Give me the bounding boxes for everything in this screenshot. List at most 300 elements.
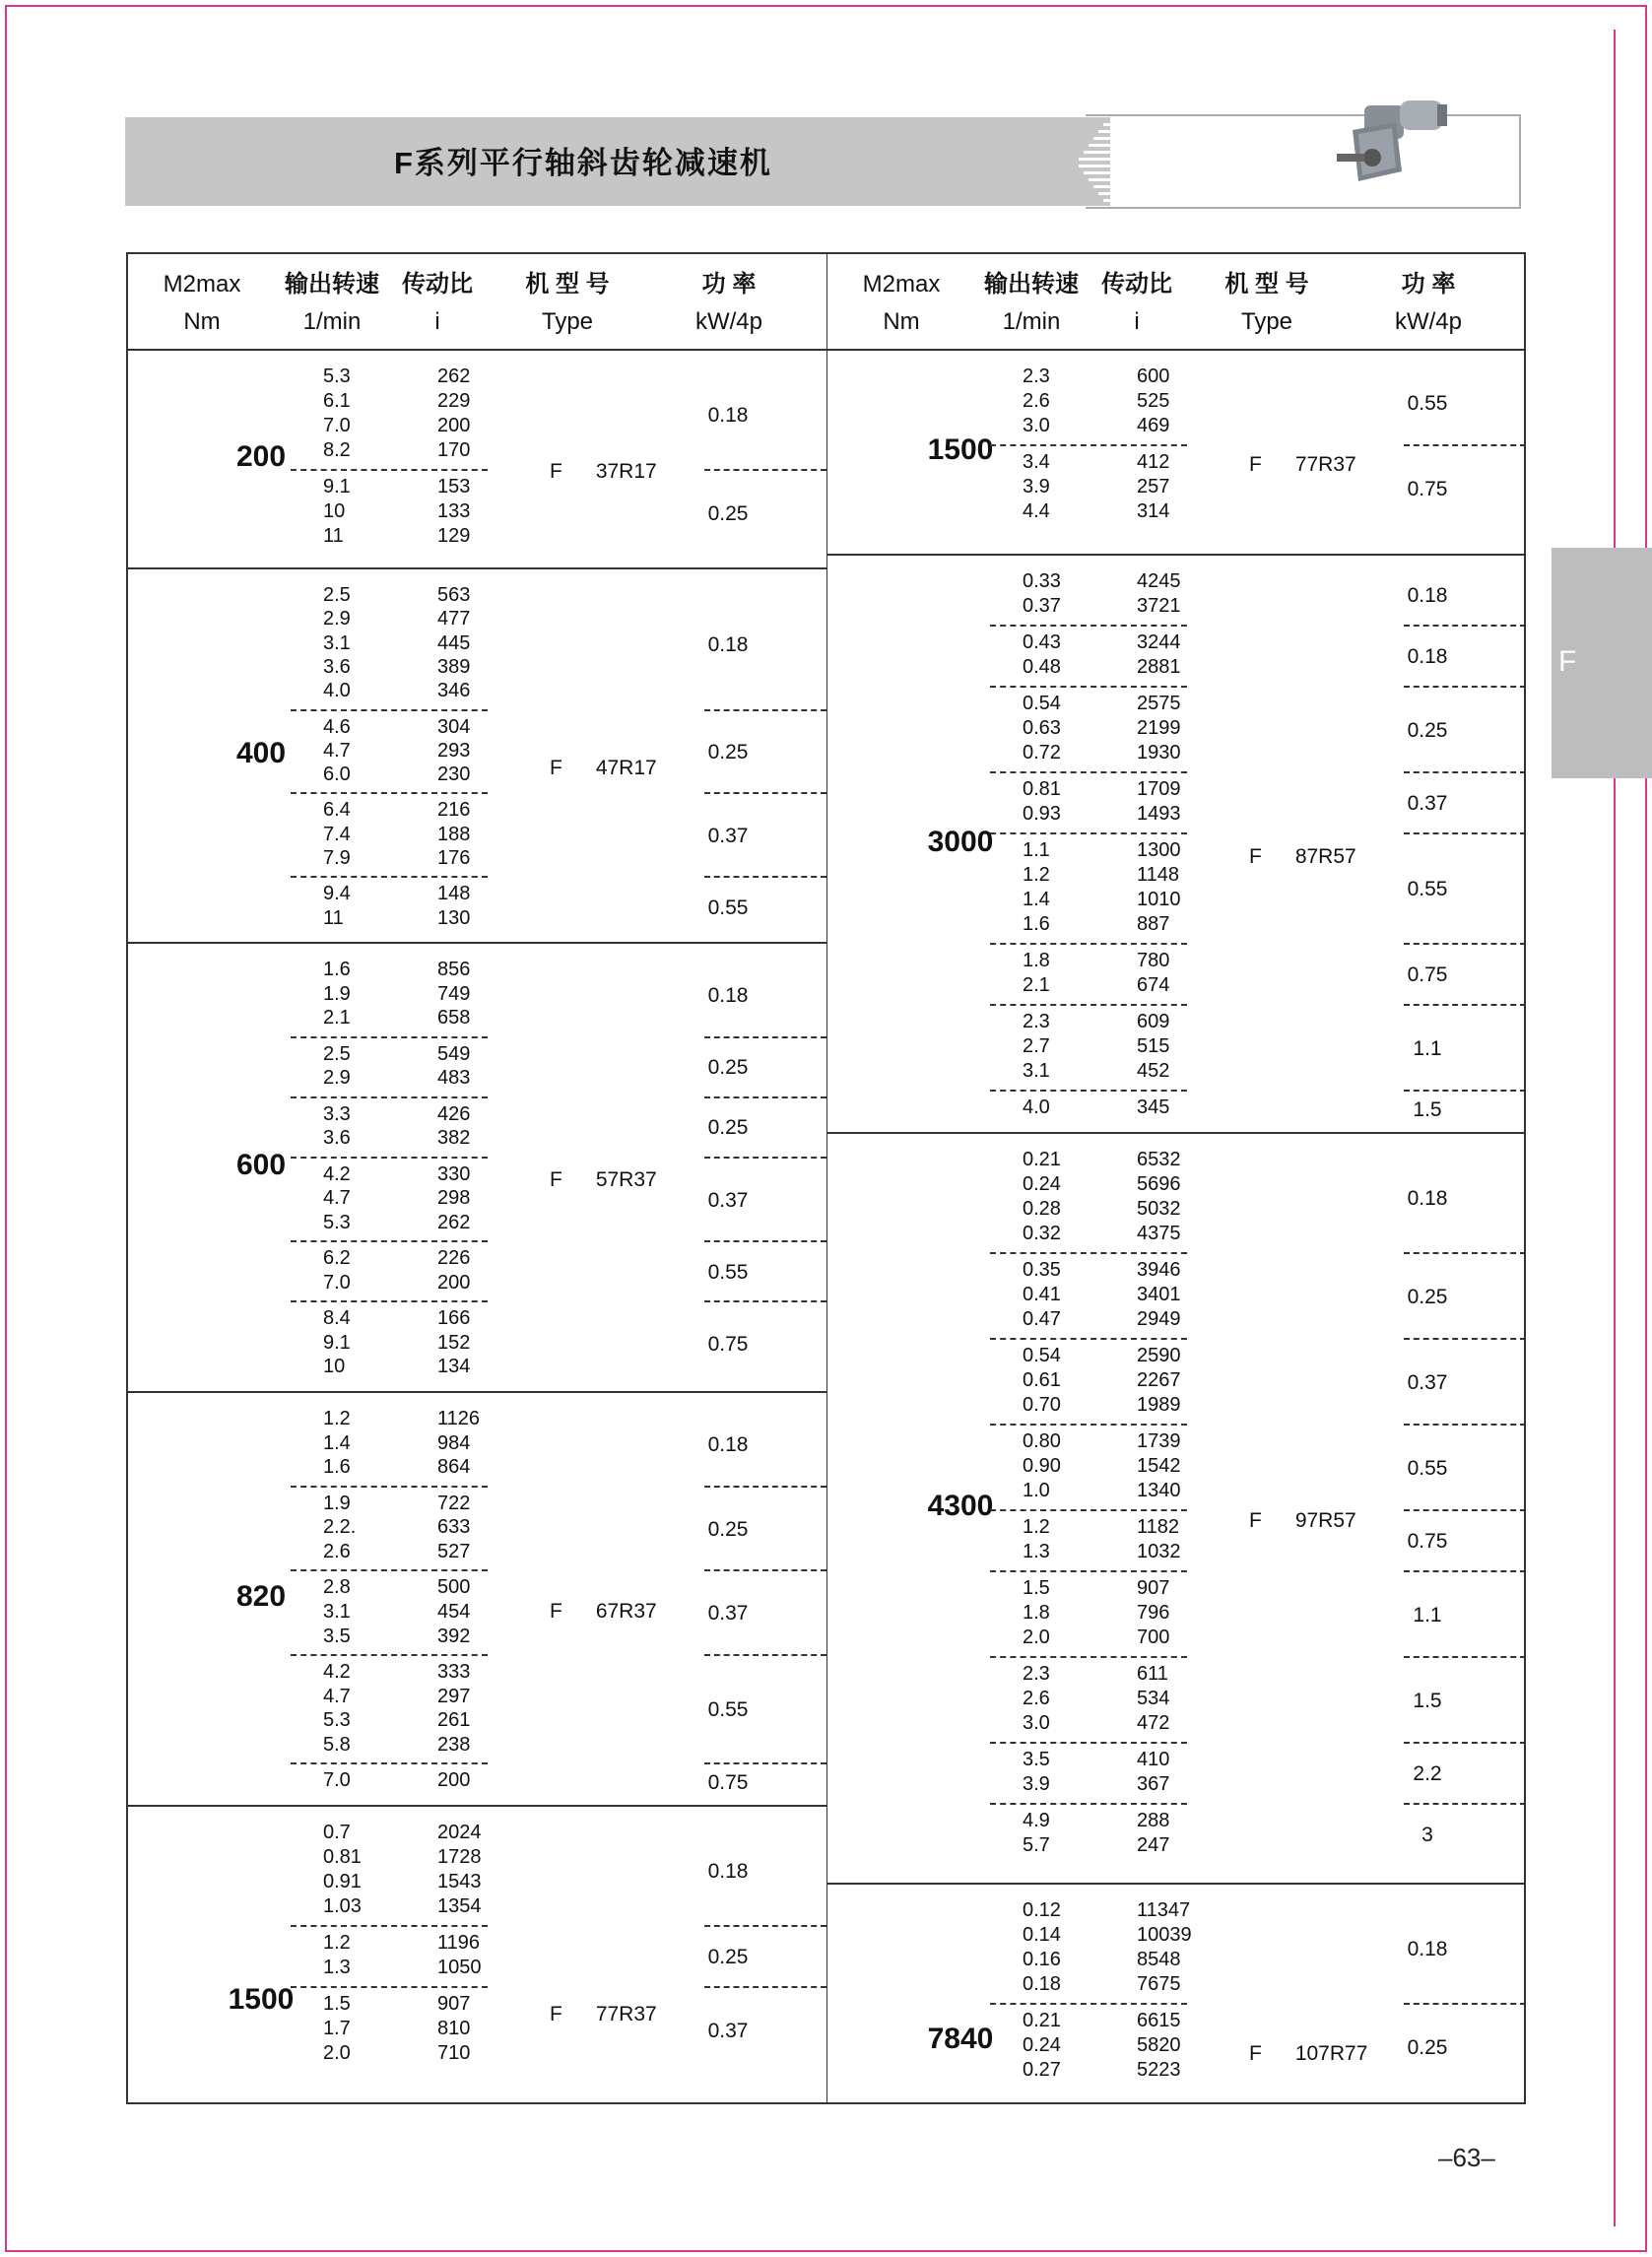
- motor-power: 0.25: [707, 1517, 749, 1541]
- output-speed: 0.21: [1023, 1149, 1061, 1170]
- output-speed: 6.1: [323, 390, 351, 412]
- banner-stripe: [1093, 137, 1251, 140]
- gear-ratio: 188: [437, 823, 471, 845]
- model-type: [1249, 1509, 1356, 1533]
- output-speed: 2.7: [1023, 1035, 1050, 1057]
- gear-ratio: 710: [437, 2042, 471, 2064]
- max-torque-value: 3000: [927, 825, 994, 858]
- output-speed: 0.91: [323, 1871, 362, 1892]
- subgroup-divider: [704, 1569, 826, 1571]
- output-speed: 5.3: [323, 1709, 351, 1732]
- output-speed: 0.54: [1023, 693, 1061, 714]
- subgroup-divider: [291, 1986, 488, 1988]
- subgroup-divider: [704, 1300, 826, 1302]
- column-header-ratio-unit: i: [1134, 308, 1140, 335]
- motor-power: 0.55: [1407, 878, 1448, 900]
- model-type: [550, 757, 657, 780]
- table-group: [827, 556, 1524, 1134]
- subgroup-divider: [1404, 686, 1526, 688]
- gear-ratio: 11347: [1137, 1899, 1191, 1921]
- gear-ratio: 426: [437, 1102, 471, 1125]
- max-torque-value: 820: [235, 1580, 287, 1613]
- model-code: 47R17: [595, 757, 657, 779]
- subgroup-divider: [704, 1925, 826, 1927]
- output-speed: 1.8: [1023, 950, 1050, 971]
- motor-power: 0.18: [1407, 584, 1448, 607]
- output-speed: 0.27: [1023, 2059, 1061, 2081]
- output-speed: 6.0: [323, 763, 351, 786]
- motor-power: 0.37: [707, 824, 749, 847]
- gear-ratio: 230: [437, 763, 471, 786]
- model-code: 67R37: [595, 1600, 657, 1623]
- gear-ratio: 633: [437, 1516, 471, 1539]
- subgroup-divider: [990, 1090, 1187, 1092]
- motor-power: 1.1: [1413, 1036, 1442, 1060]
- gear-ratio: 345: [1137, 1096, 1170, 1118]
- column-header-ratio-label: 传动比: [402, 271, 473, 298]
- output-speed: 8.2: [323, 439, 351, 461]
- banner-stripe: [1089, 178, 1251, 181]
- output-speed: 4.7: [323, 739, 351, 762]
- subgroup-divider: [704, 1036, 826, 1038]
- output-speed: 4.7: [323, 1187, 351, 1210]
- gear-ratio: 3946: [1137, 1259, 1181, 1281]
- gear-ratio: 410: [1137, 1749, 1170, 1770]
- output-speed: 0.72: [1023, 742, 1061, 763]
- subgroup-divider: [1404, 2003, 1526, 2005]
- table-group: [827, 351, 1524, 556]
- output-speed: 4.6: [323, 715, 351, 738]
- motor-power: 0.55: [1407, 391, 1448, 415]
- max-torque-value: 7840: [927, 2022, 994, 2055]
- subgroup-divider: [1404, 1424, 1526, 1426]
- output-speed: 0.54: [1023, 1345, 1061, 1366]
- subgroup-divider: [1404, 1570, 1526, 1572]
- gear-ratio: 534: [1137, 1688, 1170, 1709]
- gear-ratio: 153: [437, 476, 471, 498]
- motor-power: 0.18: [707, 404, 749, 427]
- gear-ratio: 1010: [1137, 889, 1181, 910]
- output-speed: 4.4: [1023, 500, 1050, 522]
- output-speed: 11: [323, 906, 344, 929]
- gear-ratio: 549: [437, 1042, 471, 1065]
- output-speed: 4.9: [1023, 1810, 1050, 1831]
- subgroup-divider: [990, 771, 1187, 773]
- page-title: F系列平行轴斜齿轮减速机: [394, 146, 772, 180]
- motor-power: 0.18: [707, 632, 749, 656]
- banner-stripe: [1098, 192, 1251, 195]
- motor-power: 0.18: [1407, 1187, 1448, 1210]
- subgroup-divider: [1404, 832, 1526, 834]
- output-speed: 0.12: [1023, 1899, 1061, 1921]
- model-prefix: F: [1249, 1509, 1262, 1532]
- motor-power: 0.25: [707, 741, 749, 763]
- gear-ratio: 1340: [1137, 1480, 1181, 1501]
- banner-stripe: [1103, 123, 1251, 126]
- subgroup-divider: [1404, 943, 1526, 945]
- subgroup-divider: [291, 1486, 488, 1488]
- gear-ratio: 314: [1137, 500, 1170, 522]
- subgroup-divider: [990, 1338, 1187, 1340]
- gear-ratio: 382: [437, 1127, 471, 1150]
- column-header-speed-unit: 1/min: [1002, 308, 1061, 335]
- table-group: [128, 569, 826, 944]
- column-header-type: [469, 266, 666, 341]
- gear-ratio: 469: [1137, 415, 1170, 436]
- model-prefix: F: [1249, 2041, 1262, 2065]
- gear-ratio: 133: [437, 500, 471, 522]
- column-header-m2-label: M2max: [163, 271, 241, 298]
- output-speed: 3.1: [323, 1601, 351, 1623]
- output-speed: 0.16: [1023, 1949, 1061, 1970]
- model-code: 77R37: [595, 2003, 657, 2025]
- banner-stripe: [1093, 185, 1251, 188]
- output-speed: 5.7: [1023, 1834, 1050, 1856]
- gear-ratio: 454: [437, 1601, 471, 1623]
- output-speed: 0.48: [1023, 656, 1061, 678]
- motor-power: 0.37: [1407, 1370, 1448, 1394]
- output-speed: 9.1: [323, 1331, 351, 1354]
- banner-stripe: [1098, 130, 1251, 133]
- table-header: [827, 254, 1524, 351]
- output-speed: 4.0: [1023, 1096, 1050, 1118]
- subgroup-divider: [704, 1986, 826, 1988]
- motor-power: 0.55: [1407, 1456, 1448, 1480]
- model-code: 107R77: [1294, 2041, 1368, 2065]
- output-speed: 3.9: [1023, 1773, 1050, 1795]
- subgroup-divider: [1404, 444, 1526, 446]
- gear-ratio: 749: [437, 982, 471, 1005]
- banner-stripe: [1084, 151, 1251, 154]
- column-header-power: [1359, 266, 1497, 341]
- gear-ratio: 1050: [437, 1957, 482, 1978]
- output-speed: 9.4: [323, 883, 351, 905]
- gear-ratio: 907: [1137, 1577, 1170, 1599]
- gear-ratio: 170: [437, 439, 471, 461]
- gear-ratio: 864: [437, 1456, 471, 1479]
- model-type: [550, 1600, 657, 1624]
- subgroup-divider: [1404, 1090, 1526, 1092]
- gear-ratio: 389: [437, 655, 471, 678]
- subgroup-divider: [990, 1004, 1187, 1006]
- gear-ratio: 5223: [1137, 2059, 1181, 2081]
- gear-ratio: 2199: [1137, 717, 1181, 739]
- gear-ratio: 297: [437, 1685, 471, 1707]
- gear-ratio: 257: [1137, 476, 1170, 498]
- gear-ratio: 262: [437, 365, 471, 387]
- gear-ratio: 700: [1137, 1626, 1170, 1648]
- gear-ratio: 1739: [1137, 1430, 1181, 1452]
- output-speed: 5.8: [323, 1733, 351, 1756]
- motor-power: 0.25: [1407, 718, 1448, 742]
- output-speed: 2.6: [1023, 390, 1050, 412]
- gear-ratio: 412: [1137, 451, 1170, 473]
- output-speed: 1.2: [1023, 1516, 1050, 1538]
- output-speed: 7.0: [323, 415, 351, 436]
- gear-ratio: 367: [1137, 1773, 1170, 1795]
- output-speed: 2.2.: [323, 1516, 357, 1539]
- output-speed: 1.4: [323, 1431, 351, 1454]
- motor-power: 0.25: [1407, 1285, 1448, 1308]
- subgroup-divider: [704, 709, 826, 711]
- banner-stripe: [1079, 158, 1251, 161]
- gear-ratio: 1543: [437, 1871, 482, 1892]
- output-speed: 1.1: [1023, 839, 1050, 861]
- gear-ratio: 674: [1137, 974, 1170, 996]
- subgroup-divider: [704, 876, 826, 878]
- output-speed: 7.4: [323, 823, 351, 845]
- gear-ratio: 611: [1137, 1663, 1168, 1685]
- output-speed: 0.7: [323, 1822, 351, 1843]
- column-header-ratio-unit: i: [434, 308, 440, 335]
- column-header-power-label: 功 率: [701, 271, 757, 298]
- subgroup-divider: [291, 1157, 488, 1159]
- output-speed: 3.3: [323, 1102, 351, 1125]
- output-speed: 0.24: [1023, 2034, 1061, 2056]
- motor-power: 0.25: [707, 1946, 749, 1968]
- motor-power: 0.55: [707, 896, 749, 919]
- column-header-m2: [827, 266, 975, 341]
- output-speed: 4.7: [323, 1685, 351, 1707]
- motor-power: 0.55: [707, 1260, 749, 1284]
- output-speed: 7.0: [323, 1271, 351, 1294]
- output-speed: 2.3: [1023, 1663, 1050, 1685]
- column-header-m2-label: M2max: [862, 271, 941, 298]
- gear-ratio: 176: [437, 847, 471, 870]
- model-code: 37R17: [595, 460, 657, 483]
- motor-power: 0.75: [1407, 477, 1448, 500]
- gear-ratio: 226: [437, 1247, 471, 1270]
- max-torque-value: 200: [235, 440, 287, 473]
- output-speed: 2.1: [323, 1007, 351, 1029]
- subgroup-divider: [291, 876, 488, 878]
- subgroup-divider: [291, 709, 488, 711]
- gear-ratio: 445: [437, 631, 471, 654]
- gear-ratio: 247: [1137, 1834, 1170, 1856]
- table-group: [128, 1393, 826, 1807]
- subgroup-divider: [291, 1925, 488, 1927]
- output-speed: 0.93: [1023, 803, 1061, 825]
- gear-ratio: 5820: [1137, 2034, 1181, 2056]
- output-speed: 5.3: [323, 365, 351, 387]
- gear-ratio: 658: [437, 1007, 471, 1029]
- model-prefix: F: [1249, 844, 1262, 868]
- gear-ratio: 261: [437, 1709, 471, 1732]
- gear-ratio: 796: [1137, 1602, 1170, 1624]
- output-speed: 3.0: [1023, 415, 1050, 436]
- gear-ratio: 3244: [1137, 631, 1181, 653]
- banner-stripe: [1079, 165, 1251, 167]
- subgroup-divider: [704, 1654, 826, 1656]
- gear-ratio: 4245: [1137, 570, 1181, 592]
- gear-ratio: 7675: [1137, 1973, 1181, 1995]
- output-speed: 5.3: [323, 1211, 351, 1233]
- subgroup-divider: [1404, 1803, 1526, 1805]
- column-header-type-unit: Type: [1240, 308, 1293, 335]
- motor-power: 0.25: [707, 1056, 749, 1080]
- subgroup-divider: [990, 1570, 1187, 1572]
- gear-ratio: 346: [437, 680, 471, 702]
- motor-power: 0.18: [707, 983, 749, 1007]
- model-type: [550, 460, 657, 484]
- subgroup-divider: [704, 1157, 826, 1159]
- gear-ratio: 238: [437, 1733, 471, 1756]
- model-code: 87R57: [1294, 844, 1356, 868]
- max-torque-value: 400: [235, 737, 287, 769]
- motor-power: 3: [1421, 1824, 1433, 1846]
- gear-ratio: 200: [437, 1271, 471, 1294]
- gear-ratio: 1148: [1137, 864, 1180, 886]
- gear-ratio: 1354: [437, 1895, 482, 1917]
- gear-ratio: 907: [437, 1993, 471, 2015]
- motor-power: 1.5: [1413, 1097, 1442, 1121]
- output-speed: 0.81: [323, 1846, 362, 1868]
- output-speed: 0.70: [1023, 1394, 1061, 1416]
- table-group: [128, 1807, 826, 2199]
- subgroup-divider: [291, 1096, 488, 1098]
- table-group: [827, 1885, 1524, 2199]
- output-speed: 2.5: [323, 1042, 351, 1065]
- gear-ratio: 330: [437, 1162, 471, 1185]
- output-speed: 8.4: [323, 1307, 351, 1330]
- gear-ratio: 600: [1137, 365, 1170, 387]
- output-speed: 1.5: [323, 1993, 351, 2015]
- gear-ratio: 129: [437, 525, 471, 547]
- subgroup-divider: [1404, 1656, 1526, 1658]
- motor-power: 0.75: [1407, 963, 1448, 986]
- gear-ratio: 130: [437, 906, 471, 929]
- gear-ratio: 166: [437, 1307, 471, 1330]
- output-speed: 1.6: [323, 959, 351, 980]
- column-header-m2-unit: Nm: [183, 308, 221, 335]
- motor-power: 0.25: [707, 501, 749, 525]
- output-speed: 0.41: [1023, 1284, 1061, 1305]
- column-header-type-label: 机 型 号: [525, 271, 610, 298]
- column-header-power-label: 功 率: [1401, 271, 1456, 298]
- motor-power: 0.18: [707, 1432, 749, 1456]
- model-code: 57R37: [595, 1168, 657, 1191]
- gear-ratio: 472: [1137, 1712, 1170, 1734]
- gear-ratio: 2267: [1137, 1369, 1181, 1391]
- output-speed: 0.35: [1023, 1259, 1061, 1281]
- model-prefix: F: [550, 757, 562, 779]
- motor-power: 0.25: [707, 1116, 749, 1140]
- banner-stripe: [1089, 144, 1251, 147]
- subgroup-divider: [990, 943, 1187, 945]
- subgroup-divider: [990, 1803, 1187, 1805]
- output-speed: 1.6: [1023, 913, 1050, 935]
- gear-ratio: 452: [1137, 1060, 1170, 1082]
- model-prefix: F: [550, 1168, 562, 1191]
- output-speed: 1.4: [1023, 889, 1050, 910]
- output-speed: 3.1: [323, 631, 351, 654]
- table-group: [128, 944, 826, 1393]
- output-speed: 0.28: [1023, 1198, 1061, 1220]
- motor-power: 1.5: [1413, 1689, 1442, 1712]
- output-speed: 2.3: [1023, 1011, 1050, 1032]
- motor-power: 0.37: [707, 2019, 749, 2042]
- gear-ratio: 722: [437, 1492, 471, 1514]
- subgroup-divider: [990, 625, 1187, 627]
- gear-ratio: 216: [437, 799, 471, 822]
- model-type: [550, 2003, 657, 2026]
- gear-ratio: 298: [437, 1187, 471, 1210]
- motor-power: 1.1: [1413, 1603, 1442, 1626]
- column-header-speed-label: 输出转速: [984, 271, 1079, 298]
- output-speed: 2.1: [1023, 974, 1050, 996]
- subgroup-divider: [1404, 1252, 1526, 1254]
- column-header-speed-unit: 1/min: [302, 308, 362, 335]
- gear-ratio: 10039: [1137, 1924, 1192, 1946]
- subgroup-divider: [704, 469, 826, 471]
- gear-ratio: 887: [1137, 913, 1170, 935]
- subgroup-divider: [291, 469, 488, 471]
- subgroup-divider: [704, 792, 826, 794]
- gear-ratio: 304: [437, 715, 471, 738]
- output-speed: 11: [323, 525, 344, 547]
- motor-power: 0.37: [707, 1602, 749, 1626]
- gear-ratio: 1930: [1137, 742, 1181, 763]
- subgroup-divider: [704, 1096, 826, 1098]
- gear-ratio: 3721: [1137, 595, 1181, 617]
- column-header-type-label: 机 型 号: [1224, 271, 1309, 298]
- gear-ratio: 1126: [437, 1408, 481, 1429]
- gear-ratio: 1196: [437, 1932, 481, 1954]
- gear-ratio: 500: [437, 1576, 471, 1599]
- gear-ratio: 4375: [1137, 1223, 1181, 1244]
- gear-ratio: 6615: [1137, 2010, 1181, 2031]
- subgroup-divider: [990, 2003, 1187, 2005]
- motor-power: 0.75: [707, 1770, 749, 1794]
- output-speed: 1.5: [1023, 1577, 1050, 1599]
- max-torque-value: 4300: [927, 1490, 994, 1522]
- column-header-speed-label: 输出转速: [285, 271, 379, 298]
- output-speed: 0.61: [1023, 1369, 1061, 1391]
- subgroup-divider: [990, 1424, 1187, 1426]
- output-speed: 0.32: [1023, 1223, 1061, 1244]
- subgroup-divider: [291, 1654, 488, 1656]
- output-speed: 0.80: [1023, 1430, 1061, 1452]
- max-torque-value: 1500: [927, 433, 994, 466]
- output-speed: 2.0: [323, 2042, 351, 2064]
- subgroup-divider: [990, 1509, 1187, 1511]
- motor-power: 0.37: [1407, 792, 1448, 815]
- output-speed: 0.90: [1023, 1455, 1061, 1477]
- output-speed: 1.7: [323, 2018, 351, 2039]
- column-header-power-unit: kW/4p: [1394, 308, 1462, 335]
- gear-ratio: 293: [437, 739, 471, 762]
- column-header-power-unit: kW/4p: [694, 308, 762, 335]
- gear-ratio: 1542: [1137, 1455, 1181, 1477]
- subgroup-divider: [1404, 1742, 1526, 1744]
- output-speed: 10: [323, 500, 346, 522]
- table-header: [128, 254, 826, 351]
- output-speed: 2.8: [323, 1576, 351, 1599]
- output-speed: 0.81: [1023, 778, 1061, 800]
- gear-ratio: 5696: [1137, 1173, 1181, 1195]
- model-type: [1249, 453, 1356, 477]
- model-type: [550, 1168, 657, 1192]
- output-speed: 0.37: [1023, 595, 1061, 617]
- gear-ratio: 1493: [1137, 803, 1181, 825]
- column-header-power: [660, 266, 798, 341]
- motor-power: 0.25: [1407, 2035, 1448, 2059]
- banner-stripe: [1084, 171, 1251, 174]
- subgroup-divider: [990, 686, 1187, 688]
- column-header-type-unit: Type: [541, 308, 594, 335]
- model-type: [1249, 2042, 1367, 2066]
- subgroup-divider: [704, 1486, 826, 1488]
